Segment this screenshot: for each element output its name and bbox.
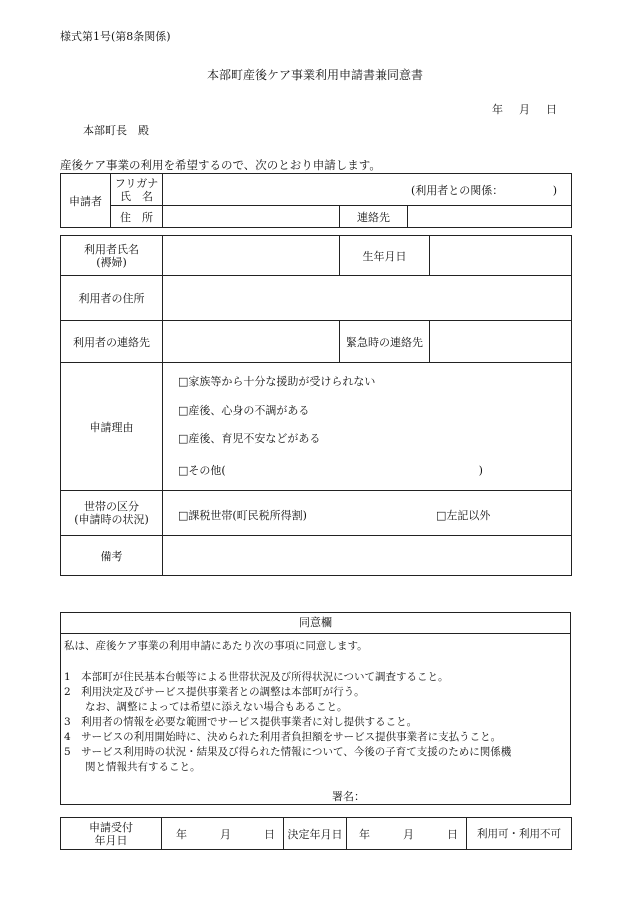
- date-month: 月: [519, 103, 530, 116]
- decision-date-field[interactable]: 年 月 日: [347, 818, 467, 850]
- intro-text: 産後ケア事業の利用を希望するので、次のとおり申請します。: [60, 158, 381, 172]
- consent-item-3: 3 利用者の情報を必要な範囲でサービス提供事業者に対し提供すること。: [64, 716, 418, 728]
- consent-title: 同意欄: [61, 613, 570, 634]
- furigana-label: フリガナ: [114, 176, 159, 190]
- applicant-contact-field[interactable]: [408, 206, 572, 228]
- consent-item-5-cont: 関と情報共有すること。: [64, 761, 201, 773]
- emergency-field[interactable]: [430, 321, 572, 363]
- user-name-label: 利用者氏名: [84, 242, 139, 256]
- name-label: 氏 名: [120, 189, 153, 203]
- user-table: [60, 235, 572, 576]
- dob-field[interactable]: [430, 236, 572, 276]
- consent-item-1: 1 本部町が住民基本台帳等による世帯状況及び所得状況について調査すること。: [64, 671, 449, 683]
- consent-item-2-note: なお、調整によっては希望に添えない場合もあること。: [64, 701, 348, 713]
- addressee: 本部町長 殿: [83, 124, 149, 137]
- office-table: [60, 817, 572, 850]
- household-label-cell: [61, 491, 163, 536]
- received-label-cell: [61, 818, 162, 850]
- received-date-field[interactable]: 年 月 日: [162, 818, 284, 850]
- reason-label: 申請理由: [61, 363, 163, 491]
- user-contact-field[interactable]: [163, 321, 340, 363]
- applicant-address-field[interactable]: [163, 206, 340, 228]
- decision-label: 決定年月日: [284, 818, 347, 850]
- consent-item-2: 2 利用決定及びサービス提供事業者との調整は本部町が行う。: [64, 686, 365, 698]
- date-year: 年: [492, 103, 503, 116]
- applicant-name-field[interactable]: [163, 174, 572, 206]
- name-label-cell: [111, 174, 163, 206]
- consent-item-5: 5 サービス利用時の状況・結果及び得られた情報について、今後の子育て支援のために関係機: [64, 746, 512, 758]
- received-label: 申請受付: [89, 820, 133, 834]
- reason-checkbox-health[interactable]: □産後、心身の不調がある: [178, 404, 310, 417]
- applicant-table: [60, 173, 572, 228]
- user-contact-label: 利用者の連絡先: [61, 321, 163, 363]
- user-name-field[interactable]: [163, 236, 340, 276]
- consent-item-4: 4 サービスの利用開始時に、決められた利用者負担額をサービス提供事業者に支払うこと。: [64, 731, 502, 743]
- result-field[interactable]: 利用可・利用不可: [467, 818, 572, 850]
- user-name-sub: (褥婦): [96, 255, 127, 269]
- household-label: 世帯の区分: [84, 500, 139, 513]
- received-sub: 年月日: [94, 833, 128, 847]
- applicant-label: 申請者: [61, 174, 111, 228]
- consent-intro: 私は、産後ケア事業の利用申請にあたり次の事項に同意します。: [64, 640, 368, 652]
- user-address-field[interactable]: [163, 276, 572, 321]
- remarks-label: 備考: [61, 536, 163, 576]
- household-checkbox-other[interactable]: □左記以外: [436, 509, 491, 522]
- signature-label: 署名：: [332, 790, 365, 803]
- page-title: 本部町産後ケア事業利用申請書兼同意書: [206, 68, 423, 82]
- address-label: 住 所: [111, 206, 163, 228]
- household-sub: (申請時の状況): [74, 513, 149, 526]
- remarks-field[interactable]: [163, 536, 572, 576]
- user-name-label-cell: [61, 236, 163, 276]
- household-checkbox-taxed[interactable]: □課税世帯(町民税所得割): [178, 509, 307, 522]
- emergency-label: 緊急時の連絡先: [340, 321, 430, 363]
- reason-checkbox-anxiety[interactable]: □産後、育児不安などがある: [178, 432, 321, 445]
- dob-label: 生年月日: [340, 236, 430, 276]
- reason-checkbox-support[interactable]: □家族等から十分な援助が受けられない: [178, 375, 376, 388]
- signature-field[interactable]: [370, 786, 560, 802]
- date-day: 日: [546, 103, 557, 116]
- reason-checkbox-other[interactable]: □その他( ): [178, 464, 483, 477]
- relation-text: (利用者との関係： ): [410, 183, 558, 197]
- contact-label: 連絡先: [340, 206, 408, 228]
- form-number: 様式第1号(第8条関係): [60, 30, 171, 43]
- user-address-label: 利用者の住所: [61, 276, 163, 321]
